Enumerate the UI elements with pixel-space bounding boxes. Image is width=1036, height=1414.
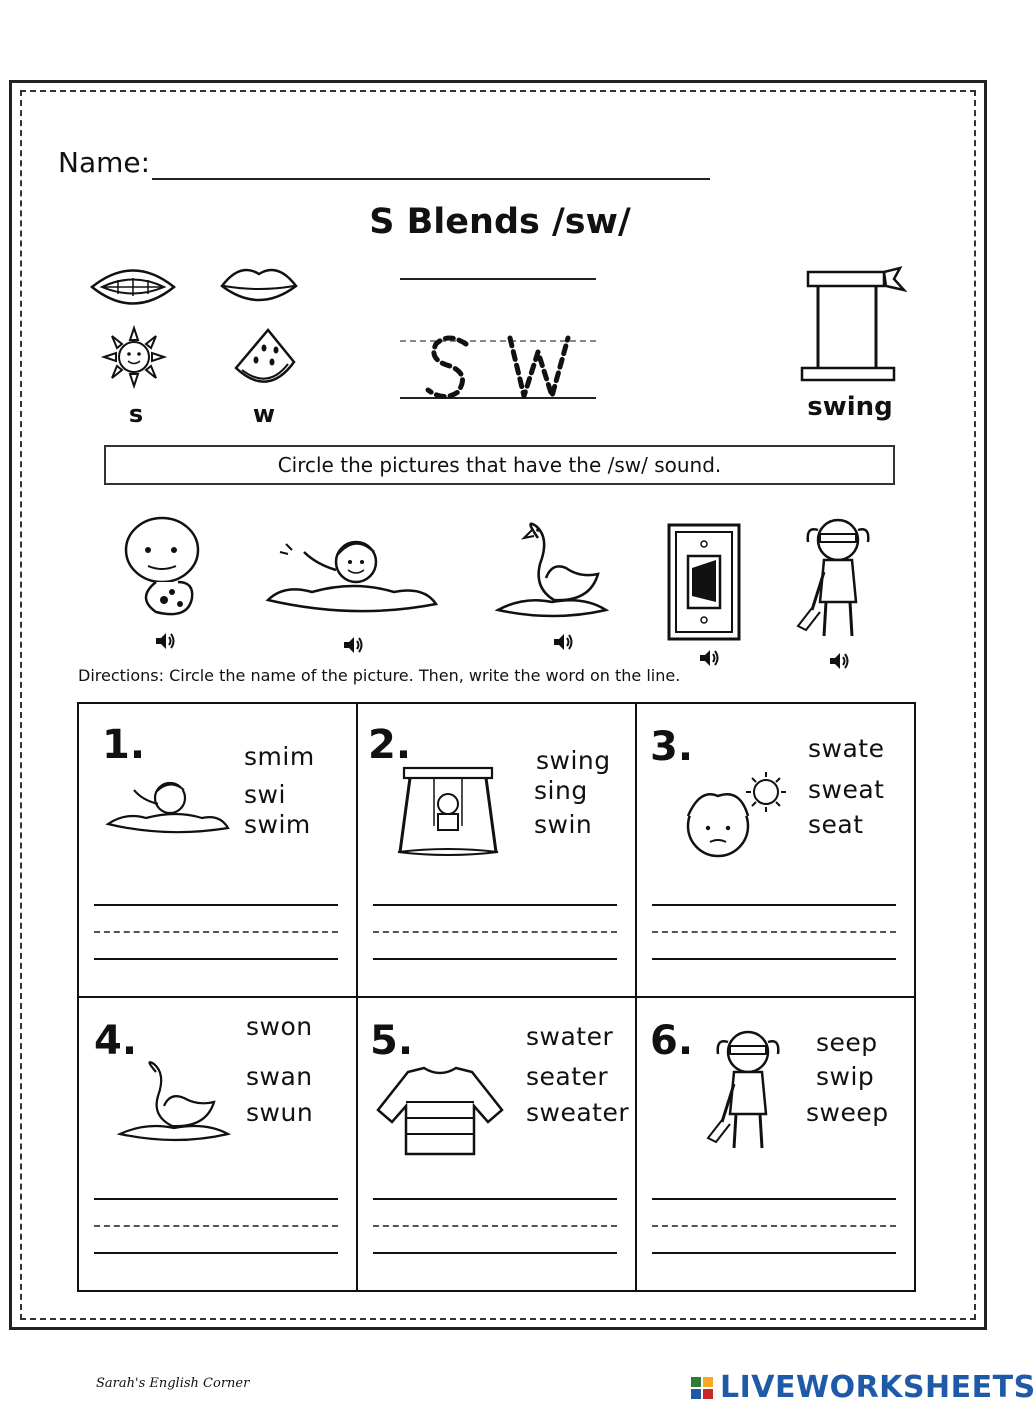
item-number: 4. (94, 1018, 138, 1064)
footer-credit: Sarah's English Corner (96, 1376, 250, 1391)
writing-line[interactable] (373, 1198, 617, 1200)
grid-divider (77, 996, 916, 998)
item-number: 1. (102, 722, 146, 768)
option-word[interactable]: swip (816, 1062, 875, 1091)
trace-letters-sw (400, 322, 596, 402)
option-word[interactable]: seat (808, 810, 864, 839)
name-label: Name: (58, 146, 151, 179)
writing-line[interactable] (652, 904, 896, 906)
lips-icon (218, 262, 300, 312)
writing-line (373, 958, 617, 960)
girl-sweeping-picture (704, 1024, 788, 1156)
option-word[interactable]: swi (244, 780, 286, 809)
writing-guide (373, 1225, 617, 1227)
option-word[interactable]: seater (526, 1062, 609, 1091)
option-word[interactable]: swate (808, 734, 885, 763)
snake-picture[interactable] (116, 508, 212, 626)
option-word[interactable]: swing (536, 746, 611, 775)
name-input-line[interactable] (152, 178, 710, 180)
directions-text: Directions: Circle the name of the picture. Then, write the word on the line. (78, 666, 681, 685)
girl-swing-picture (396, 766, 500, 858)
option-word[interactable]: smim (244, 742, 315, 771)
sweep-picture[interactable] (794, 512, 878, 644)
liveworksheets-logo-icon (690, 1376, 714, 1400)
item-number: 2. (368, 722, 412, 768)
writing-line (94, 1252, 338, 1254)
option-word[interactable]: swon (246, 1012, 313, 1041)
writing-line (652, 958, 896, 960)
option-word[interactable]: sweater (526, 1098, 630, 1127)
speaker-icon[interactable] (698, 648, 720, 668)
swim-boy-picture (106, 778, 230, 836)
option-word[interactable]: swan (246, 1062, 313, 1091)
liveworksheets-brand[interactable]: LIVEWORKSHEETS (720, 1370, 1036, 1405)
option-word[interactable]: swin (534, 810, 593, 839)
speaker-icon[interactable] (828, 651, 850, 671)
speaker-icon[interactable] (552, 632, 574, 652)
swan-picture[interactable] (494, 518, 610, 622)
writing-guide (94, 931, 338, 933)
writing-line[interactable] (373, 904, 617, 906)
speaker-icon[interactable] (154, 631, 176, 651)
writing-line[interactable] (94, 904, 338, 906)
item-number: 3. (650, 724, 694, 770)
swing-icon (800, 266, 912, 388)
writing-guide (652, 931, 896, 933)
option-word[interactable]: sweep (806, 1098, 889, 1127)
option-word[interactable]: seep (816, 1028, 878, 1057)
teeth-mouth-icon (88, 262, 178, 312)
trace-top-line (400, 278, 596, 280)
option-word[interactable]: sweat (808, 775, 885, 804)
option-word[interactable]: swim (244, 810, 311, 839)
watermelon-icon (228, 326, 298, 392)
writing-guide (373, 931, 617, 933)
writing-line[interactable] (652, 1198, 896, 1200)
swan-item-picture (116, 1058, 232, 1146)
sweater-picture (374, 1066, 506, 1158)
item-number: 6. (650, 1018, 694, 1064)
sweating-boy-picture (670, 768, 794, 860)
writing-guide (652, 1225, 896, 1227)
speaker-icon[interactable] (342, 635, 364, 655)
worksheet-title: S Blends /sw/ (369, 202, 631, 242)
writing-line (652, 1252, 896, 1254)
sun-icon (100, 326, 168, 388)
letter-w: w (252, 400, 276, 428)
writing-guide (94, 1225, 338, 1227)
letter-s: s (128, 400, 144, 428)
writing-line (373, 1252, 617, 1254)
switch-picture[interactable] (666, 522, 742, 642)
swim-picture[interactable] (264, 534, 440, 616)
option-word[interactable]: swater (526, 1022, 614, 1051)
instruction-box: Circle the pictures that have the /sw/ sound. (104, 445, 895, 485)
writing-line[interactable] (94, 1198, 338, 1200)
option-word[interactable]: swun (246, 1098, 314, 1127)
option-word[interactable]: sing (534, 776, 588, 805)
writing-line (94, 958, 338, 960)
item-number: 5. (370, 1018, 414, 1064)
keyword-swing: swing (807, 392, 893, 422)
